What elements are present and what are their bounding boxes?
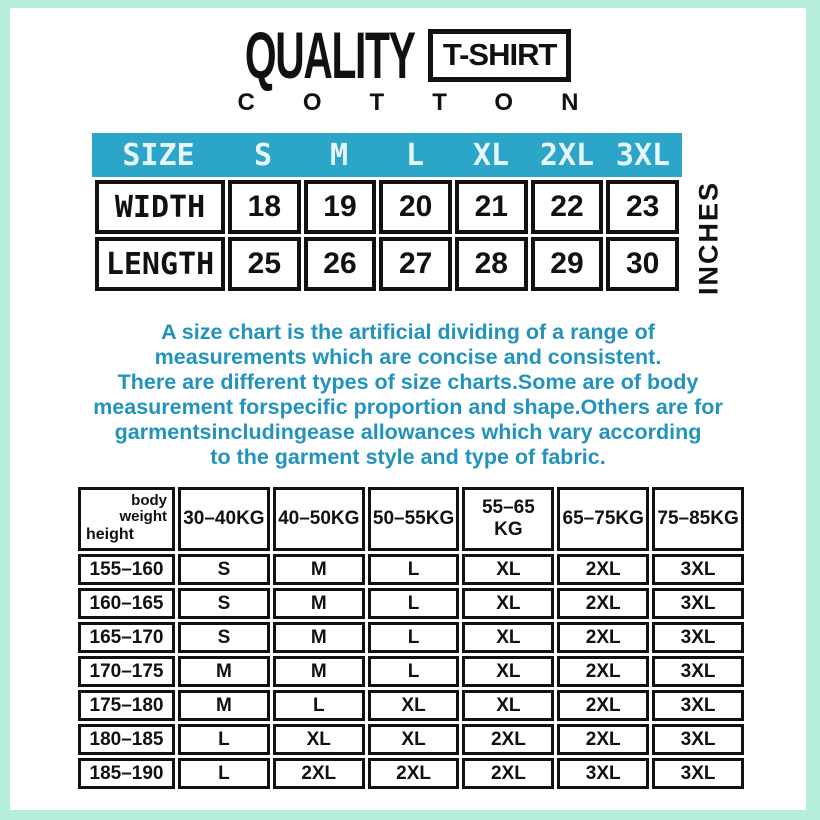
brand-name: QUALITY xyxy=(244,18,414,92)
fit-table-row xyxy=(78,690,744,721)
size-cell: M xyxy=(273,554,365,585)
size-cell: L xyxy=(178,758,270,789)
size-cell: 2XL xyxy=(462,758,554,789)
length-value-cell: 26 xyxy=(304,237,377,291)
size-chart-description xyxy=(10,320,806,470)
weight-header-cell: 50–55KG xyxy=(368,487,460,551)
weight-header-cell: 30–40KG xyxy=(178,487,270,551)
size-cell: M xyxy=(273,622,365,653)
size-cell: 2XL xyxy=(273,758,365,789)
size-cell: 3XL xyxy=(652,758,744,789)
height-range-cell: 175–180 xyxy=(78,690,175,721)
size-cell: 3XL xyxy=(652,724,744,755)
fit-table-row xyxy=(78,758,744,789)
inches-unit-label: INCHES xyxy=(693,180,724,295)
size-cell: XL xyxy=(368,724,460,755)
size-cell: S xyxy=(178,622,270,653)
size-cell: M xyxy=(273,588,365,619)
weight-header-cell: 40–50KG xyxy=(273,487,365,551)
size-cell: 2XL xyxy=(557,656,649,687)
fit-table xyxy=(75,484,747,792)
size-cell: XL xyxy=(462,622,554,653)
size-cell: S xyxy=(178,588,270,619)
width-value-cell: 23 xyxy=(606,180,679,234)
weight-header-cell: 75–85KG xyxy=(652,487,744,551)
size-cell: L xyxy=(178,724,270,755)
description-line: A size chart is the artificial dividing of a range of xyxy=(161,320,655,344)
size-header-m: M xyxy=(329,137,349,173)
tshirt-badge: T-SHIRT xyxy=(428,29,572,82)
length-value-cell: 27 xyxy=(379,237,452,291)
body-weight-label-line2: weight xyxy=(119,508,167,525)
fit-table-row xyxy=(78,622,744,653)
size-cell: 2XL xyxy=(368,758,460,789)
height-label: height xyxy=(86,526,134,543)
cotton-subtitle: COTTON xyxy=(237,89,627,116)
size-table-section xyxy=(92,133,724,295)
length-row xyxy=(95,237,679,291)
size-cell: M xyxy=(178,656,270,687)
width-value-cell: 18 xyxy=(228,180,301,234)
width-value-cell: 19 xyxy=(304,180,377,234)
size-cell: XL xyxy=(368,690,460,721)
description-line: measurements which are concise and consistent. xyxy=(154,345,662,369)
size-cell: L xyxy=(368,622,460,653)
size-cell: 2XL xyxy=(557,690,649,721)
height-range-cell: 185–190 xyxy=(78,758,175,789)
size-cell: S xyxy=(178,554,270,585)
size-cell: L xyxy=(368,588,460,619)
size-table xyxy=(92,177,682,294)
size-cell: XL xyxy=(273,724,365,755)
description-line: to the garment style and type of fabric. xyxy=(210,445,606,469)
body-weight-label xyxy=(120,493,168,525)
width-row-label: WIDTH xyxy=(95,180,225,234)
height-range-cell: 160–165 xyxy=(78,588,175,619)
description-line: measurement forspecific proportion and shape.Others are for xyxy=(93,395,723,419)
size-cell: L xyxy=(273,690,365,721)
width-value-cell: 21 xyxy=(455,180,528,234)
size-cell: 2XL xyxy=(557,724,649,755)
size-cell: 2XL xyxy=(557,588,649,619)
description-line: garmentsincludingease allowances which vary according xyxy=(114,420,702,444)
height-range-cell: 170–175 xyxy=(78,656,175,687)
fit-table-row xyxy=(78,724,744,755)
size-cell: 3XL xyxy=(652,554,744,585)
fit-table-row xyxy=(78,588,744,619)
size-header-s: S xyxy=(253,137,273,173)
fit-table-row xyxy=(78,656,744,687)
size-cell: M xyxy=(178,690,270,721)
length-value-cell: 29 xyxy=(531,237,604,291)
size-cell: 3XL xyxy=(652,622,744,653)
size-cell: XL xyxy=(462,588,554,619)
size-header-3xl: 3XL xyxy=(615,137,671,173)
length-value-cell: 25 xyxy=(228,237,301,291)
size-header-l: L xyxy=(405,137,425,173)
size-cell: 3XL xyxy=(652,656,744,687)
width-row xyxy=(95,180,679,234)
size-table-header-bar xyxy=(92,133,682,177)
size-cell: L xyxy=(368,656,460,687)
length-value-cell: 30 xyxy=(606,237,679,291)
size-cell: M xyxy=(273,656,365,687)
fit-table-header-row xyxy=(78,487,744,551)
height-range-cell: 180–185 xyxy=(78,724,175,755)
weight-header-cell: 55–65 KG xyxy=(462,487,554,551)
size-cell: 2XL xyxy=(557,554,649,585)
size-cell: XL xyxy=(462,690,554,721)
size-cell: 3XL xyxy=(652,690,744,721)
size-cell: 2XL xyxy=(462,724,554,755)
length-row-label: LENGTH xyxy=(95,237,225,291)
length-value-cell: 28 xyxy=(455,237,528,291)
width-value-cell: 22 xyxy=(531,180,604,234)
size-cell: XL xyxy=(462,656,554,687)
size-cell: XL xyxy=(462,554,554,585)
corner-cell xyxy=(78,487,175,551)
size-header-label: SIZE xyxy=(122,137,195,173)
size-cell: L xyxy=(368,554,460,585)
size-cell: 2XL xyxy=(557,622,649,653)
fit-table-section xyxy=(75,484,806,792)
body-weight-label-line1: body xyxy=(131,492,167,509)
size-header-xl: XL xyxy=(472,137,510,173)
fit-table-row xyxy=(78,554,744,585)
size-header-2xl: 2XL xyxy=(539,137,595,173)
size-cell: 3XL xyxy=(557,758,649,789)
weight-header-cell: 65–75KG xyxy=(557,487,649,551)
height-range-cell: 155–160 xyxy=(78,554,175,585)
description-line: There are different types of size charts.Some are of body xyxy=(117,370,699,394)
size-cell: 3XL xyxy=(652,588,744,619)
height-range-cell: 165–170 xyxy=(78,622,175,653)
width-value-cell: 20 xyxy=(379,180,452,234)
brand-header xyxy=(10,18,806,117)
brand-row xyxy=(244,18,572,92)
